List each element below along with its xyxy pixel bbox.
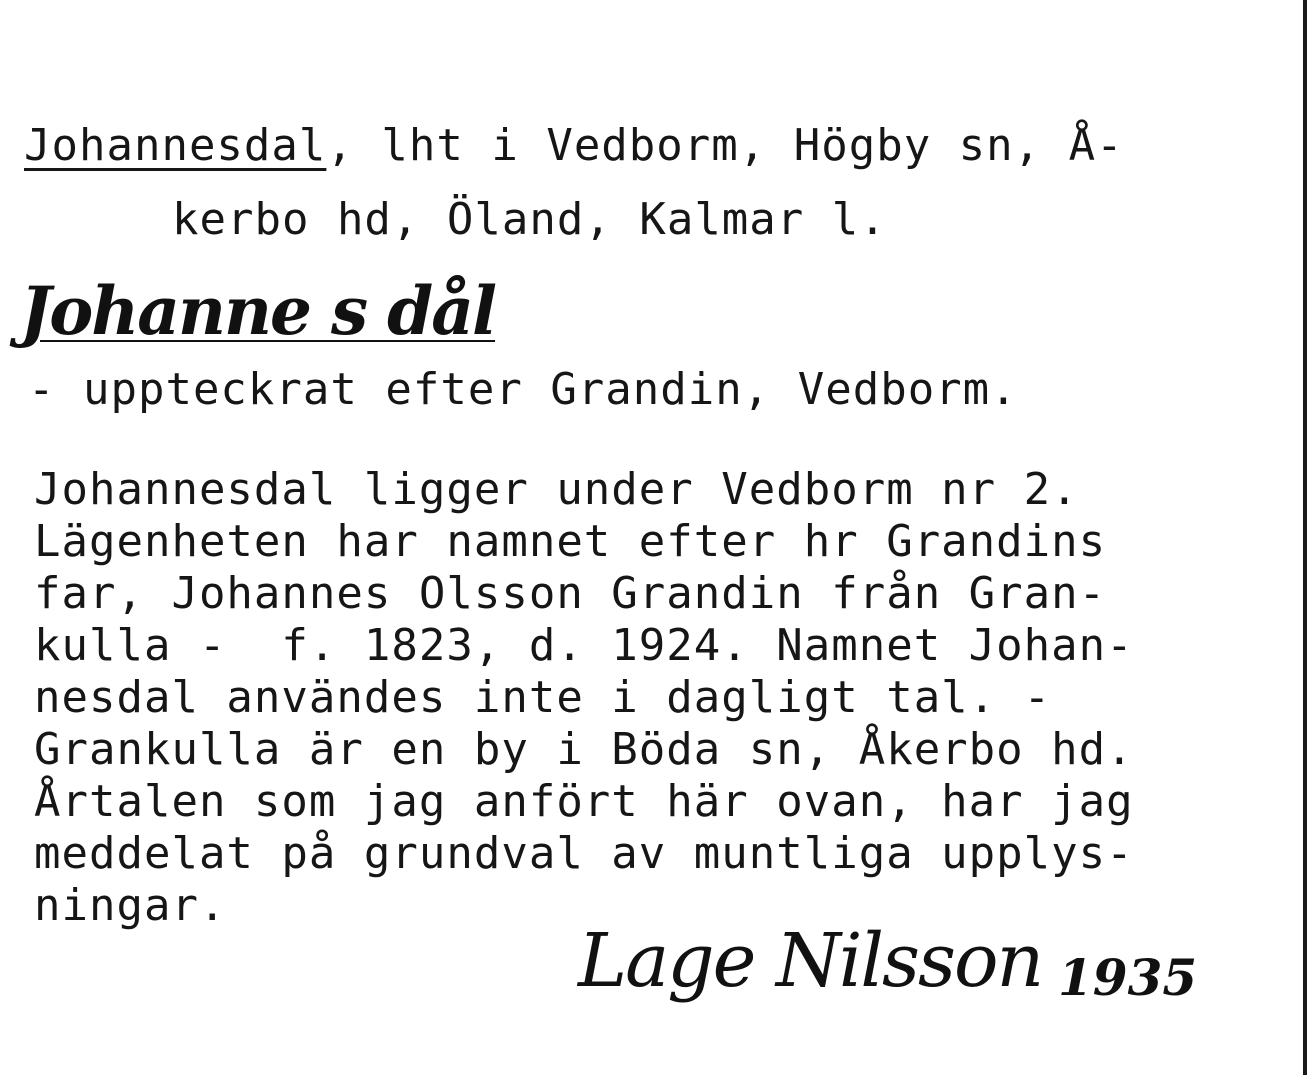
handwritten-name: Johanne s dål (20, 272, 496, 350)
header-line-2: kerbo hd, Öland, Kalmar l. (172, 194, 887, 245)
body-line: nesdal användes inte i dagligt tal. - (34, 672, 1052, 723)
header-line-1-rest: , lht i Vedborm, Högby sn, Å- (326, 120, 1124, 171)
body-line: Johannesdal ligger under Vedborm nr 2. (34, 464, 1079, 515)
body-line: Lägenheten har namnet efter hr Grandins (34, 516, 1107, 567)
header-line-1 (24, 122, 1124, 170)
signature-year: 1935 (1058, 948, 1198, 1007)
body-line: meddelat på grundval av muntliga upplys- (34, 828, 1134, 879)
card-edge-line (1303, 0, 1307, 1075)
body-line: kulla - f. 1823, d. 1924. Namnet Johan- (34, 620, 1134, 671)
body-line: Årtalen som jag anfört här ovan, har jag (34, 776, 1134, 827)
recorded-line: - uppteckrat efter Grandin, Vedborm. (28, 364, 1018, 415)
body-line: Grankulla är en by i Böda sn, Åkerbo hd. (34, 724, 1134, 775)
body-line: far, Johannes Olsson Grandin från Gran- (34, 568, 1107, 619)
signature: Lage Nilsson (578, 918, 1043, 1004)
body-line: ningar. (34, 880, 227, 931)
headword: Johannesdal (24, 120, 327, 171)
